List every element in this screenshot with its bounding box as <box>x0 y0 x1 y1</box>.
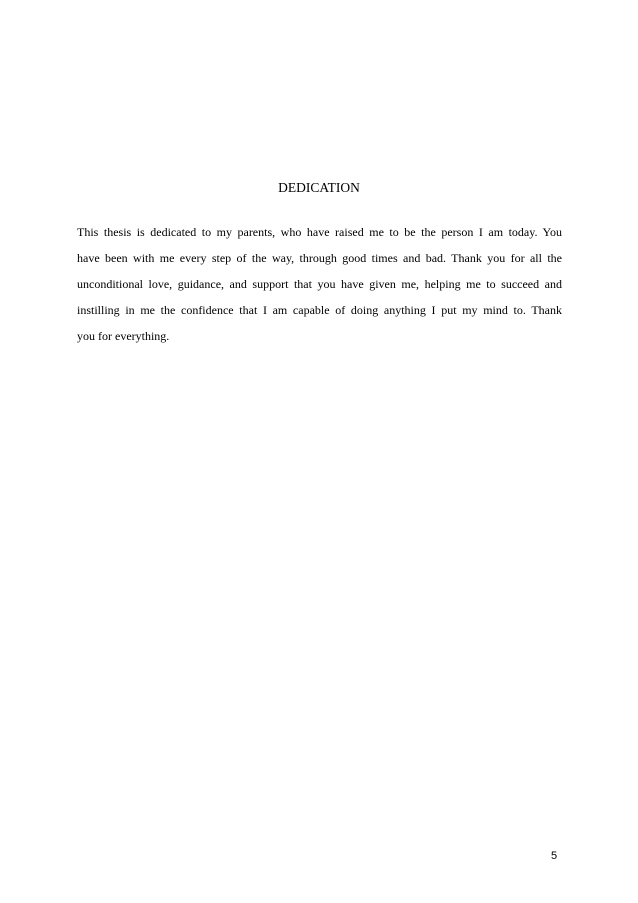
paragraph-line: This thesis is dedicated to my parents, who have raised me to be the person I am today. You <box>77 225 562 239</box>
paragraph-line: instilling in me the confidence that I am capable of doing anything I put my mind to. Thank <box>77 303 562 317</box>
paragraph-line: unconditional love, guidance, and support that you have given me, helping me to succeed and <box>77 277 562 291</box>
paragraph-line: you for everything. <box>77 329 170 343</box>
page-number: 5 <box>551 850 558 862</box>
dedication-paragraph <box>77 219 562 349</box>
page-title: DEDICATION <box>278 180 360 195</box>
paragraph-line: have been with me every step of the way, through good times and bad. Thank you for all the <box>77 251 562 265</box>
